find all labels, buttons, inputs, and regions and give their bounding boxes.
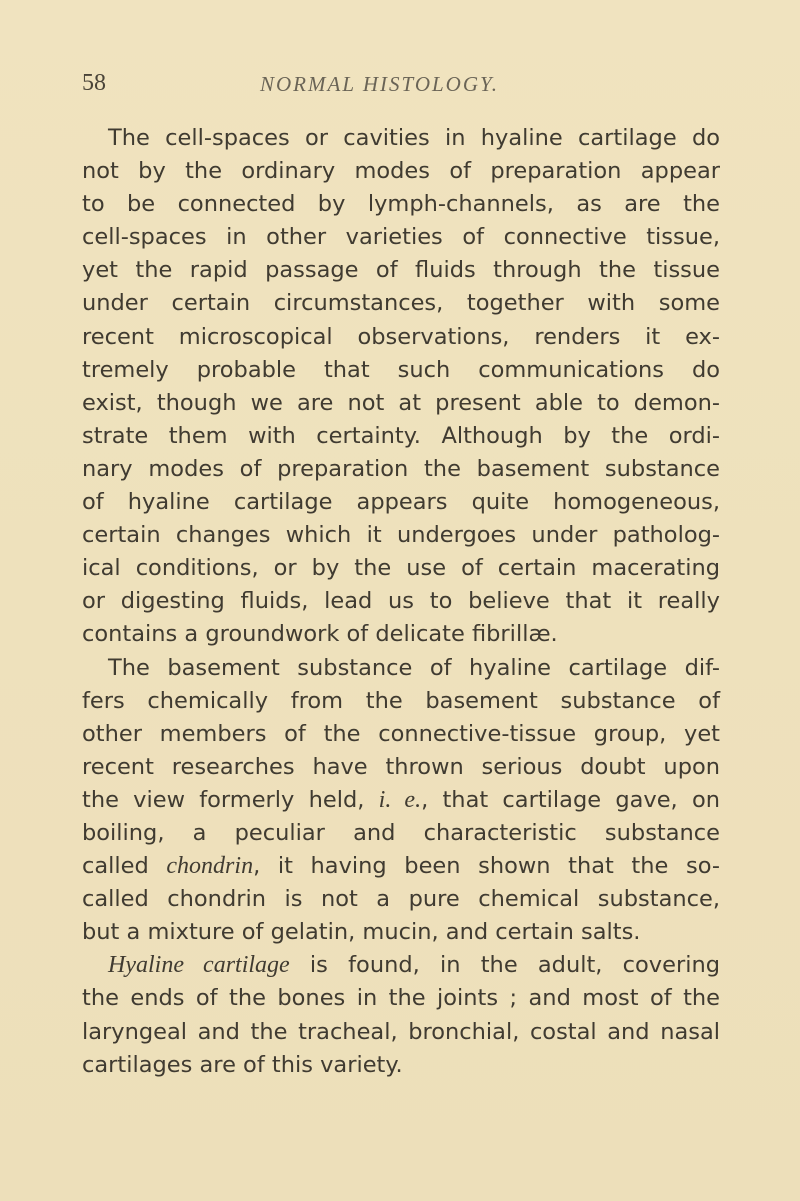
page-number: 58 bbox=[82, 70, 106, 96]
text-line: yet the rapid passage of fluids through the tissue bbox=[82, 257, 720, 284]
text-line bbox=[82, 850, 720, 883]
text-line: strate them with certainty. Although by the ordi- bbox=[82, 422, 720, 449]
text-line: The basement substance of hyaline cartilage dif- bbox=[108, 654, 720, 681]
text-line: ical conditions, or by the use of certain macerating bbox=[82, 555, 720, 582]
text-segment: , that cartilage gave, on bbox=[421, 786, 720, 813]
paragraph-cell-spaces bbox=[82, 122, 720, 652]
body-text bbox=[82, 122, 720, 1082]
text-segment: is found, in the adult, covering bbox=[289, 952, 721, 979]
text-line: called chondrin is not a pure chemical substance, bbox=[82, 886, 720, 913]
text-line: certain changes which it undergoes under patholog- bbox=[82, 522, 720, 549]
text-line: to be connected by lymph-channels, as are the bbox=[82, 191, 720, 218]
text-line: fers chemically from the basement substance of bbox=[82, 687, 720, 714]
italic-term: Hyaline cartilage bbox=[108, 952, 290, 979]
text-line: the ends of the bones in the joints ; and most of the bbox=[82, 985, 720, 1012]
text-line: contains a groundwork of delicate fibrillæ. bbox=[82, 621, 558, 648]
text-line: not by the ordinary modes of preparation appear bbox=[82, 158, 720, 185]
text-line: but a mixture of gelatin, mucin, and certain salts. bbox=[82, 919, 641, 946]
text-line: boiling, a peculiar and characteristic substance bbox=[82, 819, 720, 846]
paragraph-hyaline-cartilage bbox=[82, 949, 720, 1081]
text-line: of hyaline cartilage appears quite homogeneous, bbox=[82, 489, 720, 516]
text-line: laryngeal and the tracheal, bronchial, costal and nasal bbox=[82, 1018, 720, 1045]
text-line: exist, though we are not at present able to demon- bbox=[82, 389, 720, 416]
text-segment: the view formerly held, bbox=[82, 786, 379, 813]
text-line bbox=[82, 949, 720, 982]
text-line: under certain circumstances, together with some bbox=[82, 290, 720, 317]
text-line: cartilages are of this variety. bbox=[82, 1051, 403, 1078]
text-line: recent researches have thrown serious doubt upon bbox=[82, 753, 720, 780]
text-line: nary modes of preparation the basement substance bbox=[82, 455, 720, 482]
running-head: NORMAL HISTOLOGY. bbox=[260, 72, 500, 96]
page-header bbox=[82, 70, 740, 106]
italic-abbreviation: i. e. bbox=[378, 786, 422, 813]
text-segment: , it having been shown that the so- bbox=[253, 853, 720, 880]
italic-term: chondrin bbox=[166, 853, 254, 880]
text-line: other members of the connective-tissue group, yet bbox=[82, 720, 720, 747]
text-line: tremely probable that such communications do bbox=[82, 356, 720, 383]
text-line: The cell-spaces or cavities in hyaline cartilage do bbox=[108, 125, 720, 151]
paragraph-basement-substance bbox=[82, 652, 720, 950]
text-line: cell-spaces in other varieties of connective tissue, bbox=[82, 224, 720, 251]
text-line: or digesting fluids, lead us to believe that it really bbox=[82, 588, 720, 615]
text-segment: called bbox=[82, 853, 167, 880]
text-line: recent microscopical observations, renders it ex- bbox=[82, 323, 720, 350]
text-line bbox=[82, 784, 720, 817]
